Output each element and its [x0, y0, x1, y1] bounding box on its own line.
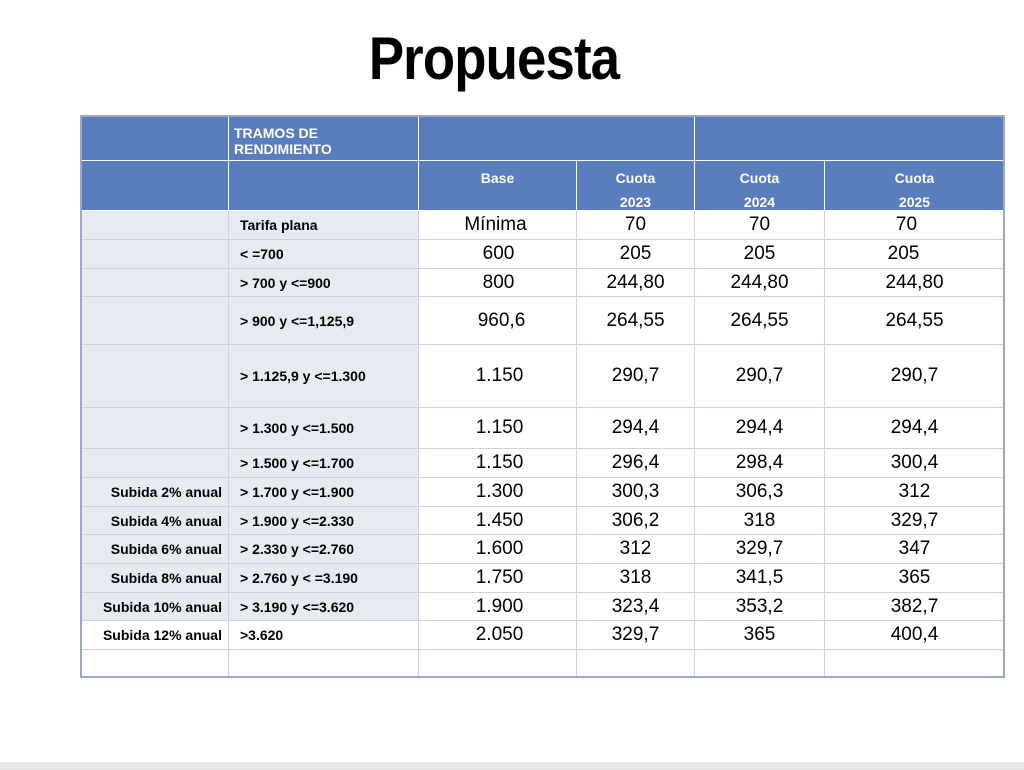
cell-tramo	[229, 211, 419, 240]
cell-base	[419, 593, 577, 621]
cell-text: 244,80	[730, 271, 789, 293]
cell-subida	[80, 408, 229, 449]
cell-text: 294,4	[735, 417, 784, 438]
cell-c2024	[695, 535, 825, 564]
cell-c2025	[825, 478, 1005, 507]
cell-c2025	[825, 211, 1005, 240]
cell-c2024	[695, 593, 825, 621]
cell-text: 264,55	[606, 309, 665, 331]
cell-tramo	[229, 650, 419, 678]
cell-text: 1.450	[475, 509, 524, 531]
cell-text: 244,80	[606, 271, 665, 293]
cell-text: 296,4	[611, 452, 660, 473]
column-header-2025	[825, 161, 1005, 211]
cell-subida	[80, 564, 229, 593]
cell-tramo	[229, 478, 419, 507]
cell-tramo	[229, 297, 419, 345]
cell-text: 341,5	[735, 567, 784, 588]
cell-text: 244,80	[885, 271, 944, 293]
cell-c2023	[577, 593, 695, 621]
cell-text: 800	[482, 271, 515, 293]
cell-text: 1.900	[475, 595, 524, 617]
cell-text: > 1.700 y <=1.900	[240, 484, 355, 500]
cell-tramo	[229, 535, 419, 564]
cell-base	[419, 564, 577, 593]
cell-c2025	[825, 240, 1005, 269]
cell-text: 600	[482, 243, 515, 264]
cell-text: 264,55	[885, 309, 944, 331]
cell-c2024	[695, 345, 825, 408]
cell-text: 290,7	[890, 365, 939, 386]
cell-base	[419, 408, 577, 449]
cell-c2023	[577, 269, 695, 297]
cell-text: 347	[898, 538, 931, 559]
cell-c2023	[577, 478, 695, 507]
column-header-year: 2024	[743, 194, 776, 210]
cell-subida	[80, 449, 229, 478]
cell-c2025	[825, 564, 1005, 593]
cell-subida	[80, 345, 229, 408]
cell-base	[419, 507, 577, 535]
cell-c2024	[695, 650, 825, 678]
cell-text: 382,7	[890, 595, 939, 617]
cell-text: 290,7	[611, 365, 660, 386]
cell-text: 264,55	[730, 309, 789, 331]
cell-text: 70	[624, 214, 647, 235]
cell-text: > 1.500 y <=1.700	[240, 455, 355, 471]
cell-text: < =700	[240, 246, 284, 262]
cell-text: 353,2	[735, 595, 784, 617]
cell-subida	[80, 297, 229, 345]
cell-tramo	[229, 240, 419, 269]
cell-subida	[80, 507, 229, 535]
cell-text: Subida 12% anual	[102, 627, 222, 643]
cell-text: 329,7	[890, 509, 939, 531]
cell-tramo	[229, 621, 419, 650]
cell-base	[419, 240, 577, 269]
cell-text: 312	[898, 481, 931, 502]
cell-subida	[80, 621, 229, 650]
cell-c2023	[577, 297, 695, 345]
page-title: Propuesta	[368, 25, 620, 92]
cell-c2023	[577, 240, 695, 269]
cell-text: 2.050	[475, 624, 524, 645]
cell-c2023	[577, 621, 695, 650]
cell-subida	[80, 240, 229, 269]
cell-text: > 3.190 y <=3.620	[240, 598, 355, 615]
header-blank-cell	[695, 115, 1005, 161]
cell-text: 318	[619, 567, 652, 588]
cell-text: > 900 y <=1,125,9	[240, 312, 355, 329]
header-tramos-cell	[229, 115, 419, 161]
cell-text: Subida 2% anual	[110, 484, 222, 500]
cell-c2024	[695, 478, 825, 507]
cell-c2024	[695, 621, 825, 650]
cell-tramo	[229, 564, 419, 593]
column-header-label: Cuota	[615, 170, 656, 186]
header-tramos-blank	[229, 161, 419, 211]
cell-tramo	[229, 269, 419, 297]
cell-text: Subida 8% anual	[110, 570, 222, 586]
header-corner-cell	[80, 161, 229, 211]
cell-text: Tarifa plana	[240, 217, 318, 233]
cell-c2024	[695, 507, 825, 535]
cell-base	[419, 269, 577, 297]
cell-text: > 2.330 y <=2.760	[240, 541, 355, 557]
cell-text: 70	[895, 214, 918, 235]
cell-text: 329,7	[735, 538, 784, 559]
cell-subida	[80, 211, 229, 240]
cell-text: 312	[619, 538, 652, 559]
cell-text: 1.150	[475, 452, 524, 473]
cell-text: 290,7	[735, 365, 784, 386]
cell-subida	[80, 593, 229, 621]
cell-subida	[80, 535, 229, 564]
cell-c2023	[577, 507, 695, 535]
cell-text: 1.150	[475, 365, 524, 386]
cell-c2025	[825, 593, 1005, 621]
cell-text: 323,4	[611, 595, 660, 617]
cell-c2024	[695, 449, 825, 478]
cell-c2023	[577, 211, 695, 240]
cell-c2025	[825, 507, 1005, 535]
cell-c2023	[577, 345, 695, 408]
cell-c2024	[695, 269, 825, 297]
cell-c2023	[577, 408, 695, 449]
column-header-year: 2025	[898, 194, 931, 210]
cell-tramo	[229, 507, 419, 535]
column-header-2024	[695, 161, 825, 211]
cell-text: Subida 10% anual	[102, 598, 222, 615]
cell-c2024	[695, 564, 825, 593]
cell-text: 306,3	[735, 481, 784, 502]
cell-text: 300,4	[890, 452, 939, 473]
cell-text: 318	[743, 509, 776, 531]
cell-text: 1.150	[475, 417, 524, 438]
cell-text: 1.300	[475, 481, 524, 502]
cell-tramo	[229, 449, 419, 478]
cell-base	[419, 297, 577, 345]
cell-c2023	[577, 650, 695, 678]
cell-text: 205	[619, 243, 652, 264]
cell-text: Subida 4% anual	[110, 512, 222, 529]
cell-text: Mínima	[464, 214, 527, 235]
cell-text: 300,3	[611, 481, 660, 502]
cell-base	[419, 449, 577, 478]
cell-base	[419, 211, 577, 240]
cell-text: > 1.300 y <=1.500	[240, 420, 355, 436]
cell-text: 294,4	[890, 417, 939, 438]
column-header-label: Cuota	[894, 170, 935, 186]
cell-c2024	[695, 297, 825, 345]
tramos-header-label: TRAMOS DE RENDIMIENTO	[234, 125, 332, 157]
cell-text: 329,7	[611, 624, 660, 645]
cell-text: >3.620	[240, 627, 284, 643]
cell-text: 1.750	[475, 567, 524, 588]
cell-text: 298,4	[735, 452, 784, 473]
cell-text: > 2.760 y < =3.190	[240, 570, 358, 586]
cell-c2023	[577, 449, 695, 478]
cell-tramo	[229, 593, 419, 621]
cell-text: 205	[887, 243, 920, 264]
cell-text: 365	[898, 567, 931, 588]
column-header-year: 2023	[619, 194, 652, 210]
cell-text: 960,6	[477, 309, 526, 331]
cell-c2025	[825, 650, 1005, 678]
cell-base	[419, 345, 577, 408]
cell-subida	[80, 650, 229, 678]
cell-c2025	[825, 269, 1005, 297]
cell-subida	[80, 478, 229, 507]
cell-c2024	[695, 408, 825, 449]
cell-text: 306,2	[611, 509, 660, 531]
column-header-2023	[577, 161, 695, 211]
cell-text: > 700 y <=900	[240, 274, 331, 291]
cell-c2025	[825, 449, 1005, 478]
cell-text: Subida 6% anual	[110, 541, 222, 557]
cell-c2023	[577, 564, 695, 593]
cell-base	[419, 535, 577, 564]
cell-text: 365	[743, 624, 776, 645]
cell-c2025	[825, 535, 1005, 564]
cell-c2025	[825, 297, 1005, 345]
cell-tramo	[229, 345, 419, 408]
cell-c2025	[825, 408, 1005, 449]
cell-subida	[80, 269, 229, 297]
cell-c2024	[695, 240, 825, 269]
cell-base	[419, 650, 577, 678]
column-header-label: Base	[480, 170, 515, 186]
cell-text: 400,4	[890, 624, 939, 645]
cell-base	[419, 621, 577, 650]
cell-c2023	[577, 535, 695, 564]
footer-bar	[0, 762, 1024, 770]
cell-tramo	[229, 408, 419, 449]
cell-text: > 1.900 y <=2.330	[240, 512, 355, 529]
cell-text: 70	[748, 214, 771, 235]
cell-text: > 1.125,9 y <=1.300	[240, 368, 366, 384]
cell-text: 205	[743, 243, 776, 264]
cell-base	[419, 478, 577, 507]
column-header-label: Cuota	[739, 170, 780, 186]
cell-text: 1.600	[475, 538, 524, 559]
header-corner-cell	[80, 115, 229, 161]
cell-text: 294,4	[611, 417, 660, 438]
cell-c2025	[825, 345, 1005, 408]
column-header-base	[419, 161, 577, 211]
cell-c2024	[695, 211, 825, 240]
header-blank-cell	[419, 115, 695, 161]
cell-c2025	[825, 621, 1005, 650]
rates-table	[80, 115, 1005, 678]
